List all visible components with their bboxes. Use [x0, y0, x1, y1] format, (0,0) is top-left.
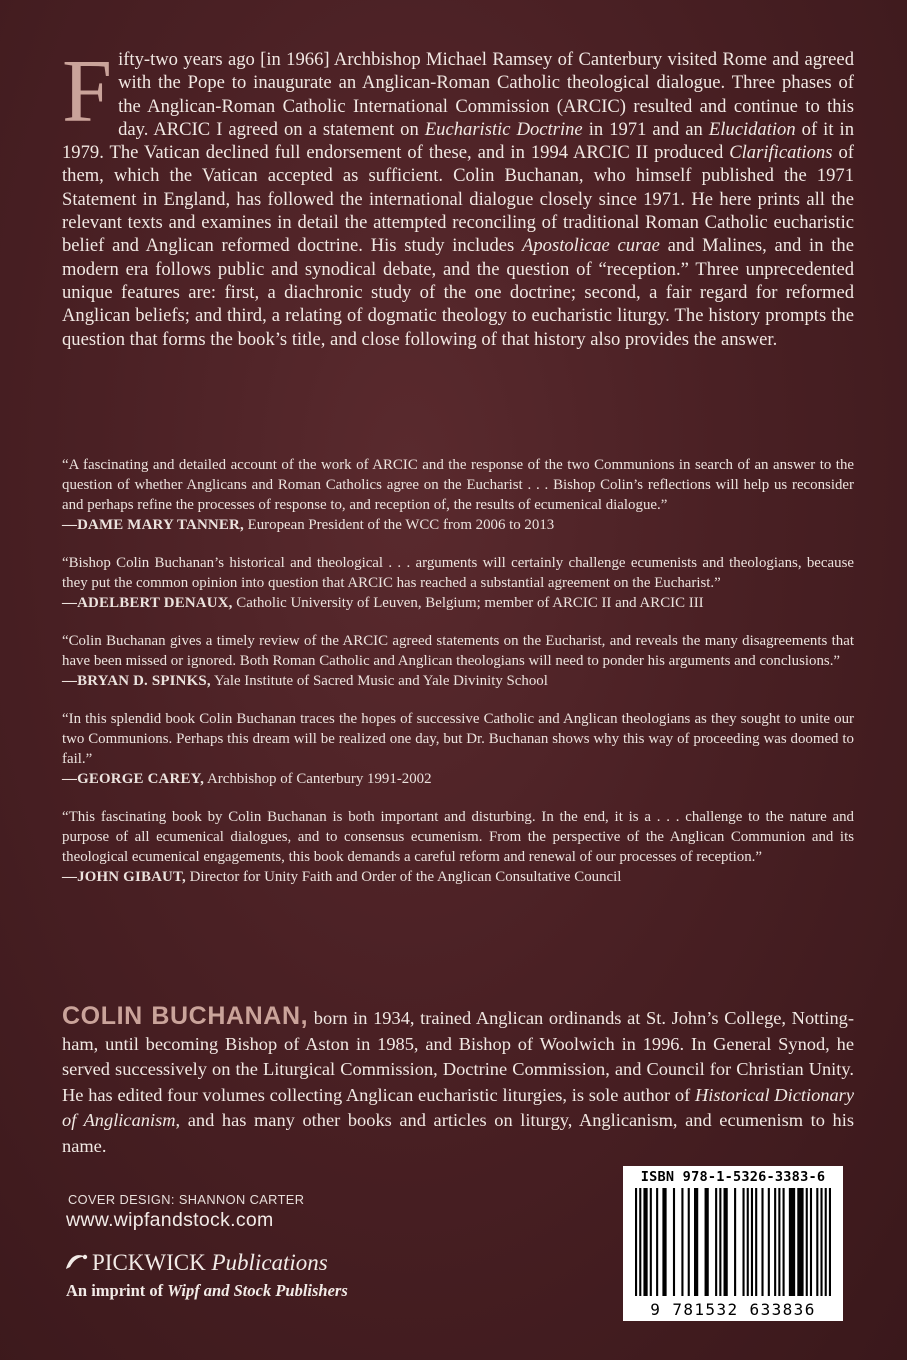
endorsement-attribution	[62, 671, 854, 691]
barcode-bar	[825, 1188, 827, 1296]
pickwick-swash-icon	[64, 1251, 90, 1279]
barcode-bar	[724, 1188, 728, 1296]
endorser-role: Archbishop of Canterbury 1991-2002	[204, 771, 432, 787]
barcode-bar	[816, 1188, 818, 1296]
barcode-bar	[806, 1188, 808, 1296]
barcode-bar	[656, 1188, 658, 1296]
barcode-bar	[789, 1188, 795, 1296]
barcode-bar	[755, 1188, 757, 1296]
barcode	[635, 1188, 831, 1298]
barcode-bar	[719, 1188, 721, 1296]
endorsement-attribution	[62, 867, 854, 887]
author-bio-body	[62, 1008, 854, 1156]
barcode-bar	[681, 1188, 683, 1296]
endorsement	[62, 631, 854, 691]
endorser-role: Director for Unity Faith and Order of the Anglican Consultative Council	[185, 869, 622, 885]
barcode-bar	[734, 1188, 736, 1296]
endorser-name: — ADELBERT DENAUX,	[62, 595, 233, 611]
imprint-prefix: An imprint of	[66, 1281, 168, 1300]
blurb-segment: and Malines, and in the modern era follows public and synodical debate, and the question of “reception.” Three unprecedented unique features are: first, a diachronic study of the one doctrine; second, a fair regard for reformed Anglican beliefs; and third, a relating of dogmatic theology to eucharistic liturgy. The history prompts the question that forms the book’s title, and close following of that history also provides the answer.	[62, 235, 854, 350]
publisher-name-italic: Publications	[211, 1250, 328, 1275]
endorsement-attribution	[62, 515, 854, 535]
publisher-name: PICKWICK	[92, 1250, 206, 1275]
drop-cap: F	[62, 42, 113, 141]
endorsement-attribution	[62, 593, 854, 613]
barcode-bar	[650, 1188, 652, 1296]
endorsement	[62, 553, 854, 613]
blurb-segment: Clarifications	[729, 142, 833, 164]
endorser-name: — JOHN GIBAUT,	[62, 869, 186, 885]
endorsement-quote: “In this splendid book Colin Buchanan traces the hopes of successive Catholic and Anglican theologians as they sought to unite our two Communions. Perhaps this dream will be realized one day, but Dr. Buchanan shows why this way of proceeding was doomed to fail.”	[62, 711, 854, 767]
blurb-segment: in 1971 and an	[582, 118, 709, 140]
endorsement-attribution	[62, 769, 854, 789]
endorser-role: European President of the WCC from 2006 to 2013	[243, 517, 555, 533]
barcode-bar	[829, 1188, 831, 1296]
barcode-bar	[747, 1188, 749, 1296]
publisher-website: www.wipfandstock.com	[66, 1209, 274, 1231]
author-bio	[62, 1004, 854, 1159]
endorser-role: Yale Institute of Sacred Music and Yale Divinity School	[210, 673, 548, 689]
endorsement	[62, 709, 854, 789]
barcode-bar	[820, 1188, 822, 1296]
endorsement	[62, 455, 854, 535]
barcode-bar	[639, 1188, 641, 1296]
barcode-bar	[751, 1188, 753, 1296]
blurb-segment: of it in 1979. The Vatican declined full endorsement of these, and in 1994 ARCIC II produced	[62, 118, 855, 164]
cover-design-credit: COVER DESIGN: SHANNON CARTER	[68, 1192, 305, 1207]
isbn-barcode-box	[623, 1166, 843, 1321]
endorser-name: — GEORGE CAREY,	[62, 771, 204, 787]
author-name: COLIN BUCHANAN,	[62, 1002, 309, 1030]
barcode-bar	[778, 1188, 780, 1296]
barcode-bar	[694, 1188, 698, 1296]
endorsement-quote: “Bishop Colin Buchanan’s historical and theological . . . arguments will certainly challenge ecumenists and theologians, because they put the common opinion into question that ARCIC has reached a substantial agreement on the Eucharist.”	[62, 555, 854, 591]
barcode-bar	[774, 1188, 776, 1296]
barcode-digits: 9 781532 633836	[650, 1300, 816, 1319]
barcode-bar	[742, 1188, 744, 1296]
barcode-bar	[635, 1188, 637, 1296]
endorsements	[62, 455, 854, 905]
endorser-role: Catholic University of Leuven, Belgium; member of ARCIC II and ARCIC III	[232, 595, 704, 611]
publisher-logo	[64, 1250, 404, 1279]
barcode-bar	[797, 1188, 803, 1296]
blurb-segment: Eucharistic Doctrine	[424, 118, 583, 140]
barcode-bar	[783, 1188, 785, 1296]
blurb-segment: ifty-two years ago [in 1966] Archbishop Michael Ramsey of Canterbury visited Rome and agreed with the Pope to inaugurate an Anglican-Roman Catholic theological dialogue. Three phases of the Anglican-Roman Catholic International Commission (ARCIC) resulted and continue to this day. ARCIC I agreed on a statement on	[118, 49, 854, 140]
endorser-name: — DAME MARY TANNER,	[62, 517, 244, 533]
barcode-bar	[715, 1188, 717, 1296]
book-blurb	[62, 42, 855, 351]
blurb-segment: Elucidation	[708, 118, 796, 140]
isbn-label: ISBN 978-1-5326-3383-6	[640, 1169, 826, 1185]
endorser-name: — BRYAN D. SPINKS,	[62, 673, 211, 689]
endorsement-quote: “A fascinating and detailed account of the work of ARCIC and the response of the two Communions in search of an answer to the question of whether Anglicans and Roman Catholics agree on the Eucharist . . . Bishop Colin’s reflections will help us reconsider and perhaps refine the processes of response to, and reception of, the results of ecumenical dialogue.”	[62, 457, 854, 513]
imprint-name: Wipf and Stock Publishers	[167, 1281, 348, 1300]
barcode-bar	[673, 1188, 675, 1296]
barcode-bar	[688, 1188, 690, 1296]
barcode-bar	[810, 1188, 812, 1296]
barcode-bar	[761, 1188, 763, 1296]
barcode-bar	[768, 1188, 770, 1296]
endorsement-quote: “Colin Buchanan gives a timely review of the ARCIC agreed statements on the Eucharist, and reveals the many disagreements that have been missed or ignored. Both Roman Catholic and Anglican theologians will need to ponder his arguments and conclusions.”	[62, 633, 854, 669]
bio-segment: born in 1934, trained Anglican ordinands at St. John’s College, Nottingham, until becoming Bishop of Aston in 1985, and Bishop of Woolwich in 1996. In General Synod, he served successively on the Liturgical Commission, Doctrine Commission, and Council for Christian Unity. He has edited four volumes collecting Anglican eucharistic liturgies, is sole author of	[62, 1008, 854, 1105]
blurb-segment: of them, which the Vatican accepted as sufficient. Colin Buchanan, who himself published the 1971 Statement in England, has followed the international dialogue closely since 1971. He here prints all the relevant texts and examines in detail the attempted reconciling of traditional Roman Catholic eucharistic belief and Anglican reformed doctrine. His study includes	[62, 142, 854, 257]
barcode-bar	[705, 1188, 709, 1296]
imprint-line	[66, 1281, 348, 1301]
blurb-segment: Apostolicae curae	[522, 235, 660, 257]
bio-segment: Historical Dictionary of Anglicanism	[62, 1084, 854, 1130]
blurb-body	[62, 42, 855, 350]
barcode-bar	[662, 1188, 666, 1296]
endorsement	[62, 807, 854, 887]
bio-segment: , and has many other books and articles on liturgy, Anglicanism, and ecumenism to his name.	[62, 1110, 855, 1156]
barcode-bar	[643, 1188, 647, 1296]
endorsement-quote: “This fascinating book by Colin Buchanan is both important and disturbing. In the end, it is a . . . challenge to the nature and purpose of all ecumenical dialogues, and to consensus ecumenism. From the perspective of the Anglican Communion and its theological ecumenical engagements, this book demands a careful reform and renewal of our processes of reception.”	[62, 809, 854, 865]
